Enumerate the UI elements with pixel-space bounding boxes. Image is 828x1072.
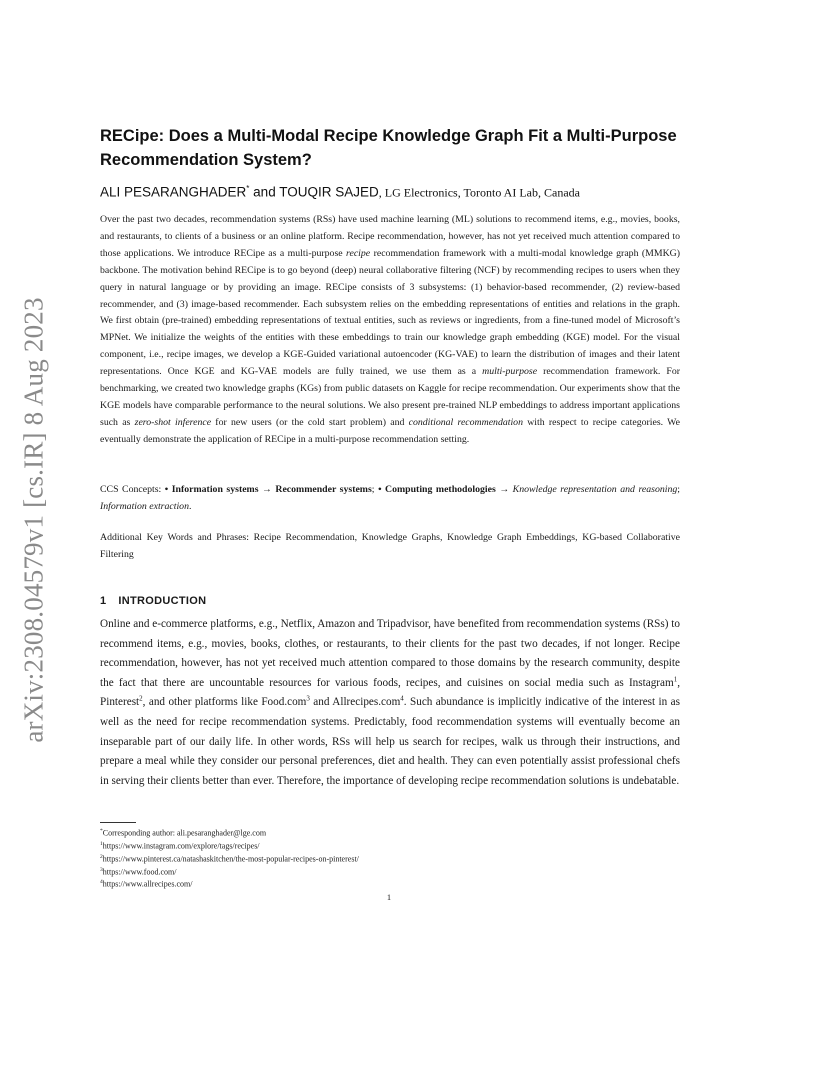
author-name-second: TOUQIR SAJED xyxy=(279,184,379,200)
additional-keywords: Additional Key Words and Phrases: Recipe Recommendation, Knowledge Graphs, Knowledge Graph Embeddings, KG-based Collaborative Filtering xyxy=(100,532,680,560)
footnote-mark: 4 xyxy=(100,879,103,886)
ccs-arrow: → xyxy=(495,484,513,495)
footnote-mark: * xyxy=(100,828,103,834)
footnote-2 xyxy=(100,852,700,865)
footnote-ref-4: 4 xyxy=(400,694,404,703)
footnotes xyxy=(100,826,700,890)
abstract-emphasis-conditional: conditional recommendation xyxy=(408,416,523,428)
footnote-1 xyxy=(100,839,700,852)
abstract-text-4: for new users (or the cold start problem) and xyxy=(211,416,409,428)
footnote-mark: 2 xyxy=(100,853,103,860)
abstract-emphasis-recipe: recipe xyxy=(346,247,371,259)
abstract xyxy=(100,212,680,449)
page-number: 1 xyxy=(386,892,392,902)
footnote-3 xyxy=(100,865,700,878)
arxiv-identifier-stamp: arXiv:2308.04579v1 [cs.IR] 8 Aug 2023 xyxy=(18,297,49,743)
footnote-mark: 3 xyxy=(100,866,103,873)
intro-text: and Allrecipes.com xyxy=(309,696,401,709)
author-affiliation: , LG Electronics, Toronto AI Lab, Canada xyxy=(378,185,580,200)
ccs-concept-computing-methodologies: • Computing methodologies xyxy=(378,484,496,495)
footnote-mark: 1 xyxy=(100,840,103,847)
abstract-text-1: Over the past two decades, recommendation systems (RSs) have used machine learning (ML) solutions to recommend items, e.g., movies, books, and restaurants, to clients of a business or an online platform. Recipe recommendation, however, has not yet received much attention compared to those applications. We introduce RECipe as a multi-purpose xyxy=(100,214,680,259)
paper-title: RECipe: Does a Multi-Modal Recipe Knowledge Graph Fit a Multi-Purpose Recommendation System? xyxy=(100,127,677,169)
footnote-link[interactable]: https://www.pinterest.ca/natashaskitchen/the-most-popular-recipes-on-pinterest/ xyxy=(102,854,359,864)
intro-text: , Pinterest xyxy=(100,676,680,709)
footnote-ref-3: 3 xyxy=(306,694,310,703)
ccs-label: CCS Concepts: xyxy=(100,484,165,495)
footnote-4 xyxy=(100,877,700,890)
footnote-link[interactable]: https://www.allrecipes.com/ xyxy=(102,880,193,890)
abstract-text-2: recommendation framework with a multi-modal knowledge graph (MMKG) backbone. The motivation behind RECipe is to go beyond (deep) neural collaborative filtering (NCF) by recommending recipes to users when they query in natural language or by providing an image. RECipe consists of 3 subsystems: (1) behavior-based recommender, (2) review-based recommender, and (3) image-based recommender. Each subsystem relies on the embedding representations of entities and relations in the graph. We first obtain (pre-trained) embedding representations of textual entities, such as reviews or ingredients, from a fine-tuned model of Microsoft’s MPNet. We initialize the weights of the entities with these embeddings to train our knowledge graph embedding (KGE) model. For the visual component, i.e., recipe images, we develop a KGE-Guided variational autoencoder (KG-VAE) to learn the distribution of images and their latent representations. Once KGE and KG-VAE models are fully trained, we use them as a xyxy=(100,247,680,378)
abstract-emphasis-zero-shot: zero-shot inference xyxy=(134,416,212,428)
intro-text: , and other platforms like Food.com xyxy=(142,696,307,709)
introduction-paragraph xyxy=(100,615,680,791)
footnote-corresponding xyxy=(100,826,700,839)
author-line xyxy=(100,184,740,201)
footnote-ref-2: 2 xyxy=(139,694,143,703)
ccs-concepts xyxy=(100,481,680,515)
footnote-ref-1: 1 xyxy=(673,675,678,684)
ccs-separator: ; xyxy=(371,484,379,495)
section-title: INTRODUCTION xyxy=(118,595,207,607)
intro-text: Online and e-commerce platforms, e.g., Netflix, Amazon and Tripadvisor, have benefited from recommendation systems (RSs) to recommend items, e.g., movies, books, clothes, or restaurants, to their clients for the past two decades, if not longer. Recipe recommendation, however, has not yet received much attention compared to those domains by the research community, despite the fact that there are uncountable resources for various foods, recipes, and cuisines on social media such as Instagram xyxy=(100,618,680,689)
section-number: 1 xyxy=(100,595,107,607)
abstract-text-3: recommendation framework. For benchmarking, we created two knowledge graphs (KGs) from public datasets on Kaggle for recipe recommendation. Our experiments show that the KGE models have comparable performance to the neural solutions. We also present pre-trained NLP embeddings to address important applications such as xyxy=(100,366,680,428)
intro-text: . Such abundance is implicitly indicative of the interest in as well as the need for recipe recommendation systems. Predictably, food recommendation systems will eventually become an inseparable part of our daily life. In other words, RSs will help us search for recipes, walk us through their instructions, and prepare a meal while they consider our personal preferences, diet and health. They can even potentially assist professional chefs in serving their clients better than ever. Therefore, the importance of developing recipe recommendation solutions is undebatable. xyxy=(100,696,680,787)
abstract-text-5: with respect to recipe categories. We eventually demonstrate the application of RECipe in a multi-purpose recommendation setting. xyxy=(100,416,680,445)
author-conjunction: and xyxy=(249,184,280,200)
author-name-first: ALI PESARANGHADER xyxy=(100,184,247,200)
footnote-text: Corresponding author: ali.pesaranghader@lge.com xyxy=(102,828,267,838)
ccs-concept-information-extraction: Information extraction xyxy=(100,501,189,512)
abstract-emphasis-multi-purpose: multi-purpose xyxy=(482,366,538,378)
corresponding-author-mark: * xyxy=(246,184,250,193)
ccs-separator: ; xyxy=(677,484,681,495)
ccs-end-punctuation: . xyxy=(188,501,192,512)
footnote-divider xyxy=(100,822,136,823)
footnote-link[interactable]: https://www.food.com/ xyxy=(102,867,177,877)
ccs-concept-knowledge-representation: Knowledge representation and reasoning xyxy=(512,484,678,495)
section-heading xyxy=(100,595,206,607)
ccs-concept-information-systems: • Information systems → Recommender systems xyxy=(164,484,372,495)
footnote-link[interactable]: https://www.instagram.com/explore/tags/recipes/ xyxy=(102,841,260,851)
